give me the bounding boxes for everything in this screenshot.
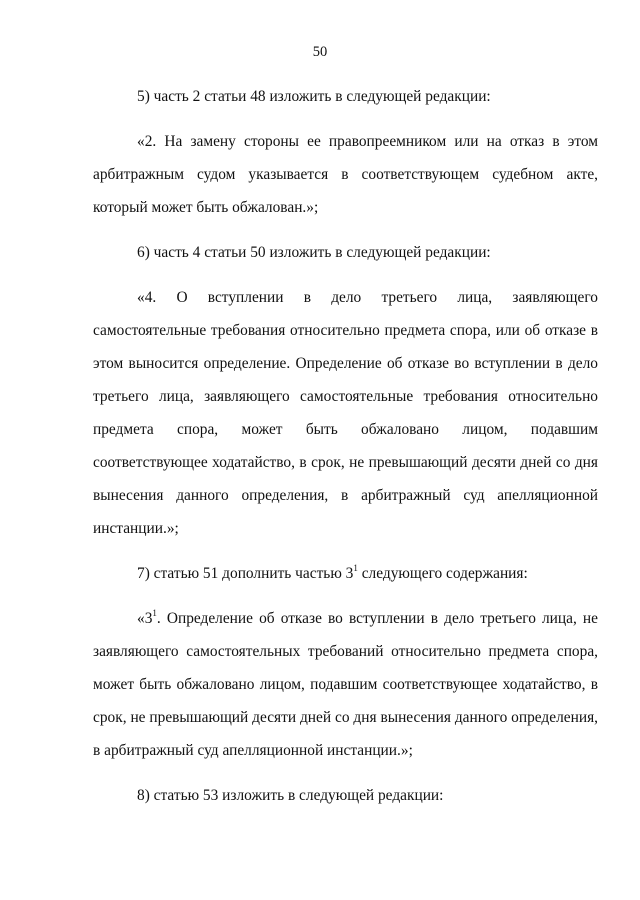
quoted-paragraph-part-3-1-rest: . Определение об отказе во вступлении в дело третьего лица, не заявляющего самостоятельных требований относительно предмета спора, может быть обжаловано лицом, подавшим соответствующее ходатайство, в срок, не превышающий десяти дней со дня вынесения данного определения, в арбитражный суд апелляционной инстанции.»; — [93, 610, 598, 759]
page-number: 50 — [312, 44, 328, 60]
superscript-one: 1 — [152, 607, 157, 618]
list-item-7 — [93, 557, 598, 590]
list-item-5: 5) часть 2 статьи 48 изложить в следующей редакции: — [137, 88, 491, 105]
list-item-7-text-after: следующего содержания: — [357, 565, 528, 582]
list-item-6: 6) часть 4 статьи 50 изложить в следующей редакции: — [137, 244, 491, 261]
list-item-7-text-before: 7) статью 51 дополнить частью 3 — [137, 565, 354, 582]
quoted-paragraph-part-3-1-start: «3 — [137, 610, 153, 627]
quoted-paragraph-part-3-1 — [93, 602, 598, 767]
document-body — [93, 80, 598, 824]
superscript-one: 1 — [353, 562, 358, 573]
quoted-paragraph-part-2: «2. На замену стороны ее правопреемником или на отказ в этом арбитражным судом указывается в соответствующем судебном акте, который может быть обжалован.»; — [93, 133, 598, 216]
list-item-8: 8) статью 53 изложить в следующей редакции: — [137, 787, 444, 804]
quoted-paragraph-part-4: «4. О вступлении в дело третьего лица, заявляющего самостоятельные требования относительно предмета спора, или об отказе в этом выносится определение. Определение об отказе во вступлении в дело третьего лица, заявляющего самостоятельные требования относительно предмета спора, может быть обжаловано лицом, подавшим соответствующее ходатайство, в срок, не превышающий десяти дней со дня вынесения данного определения, в арбитражный суд апелляционной инстанции.»; — [93, 289, 598, 537]
